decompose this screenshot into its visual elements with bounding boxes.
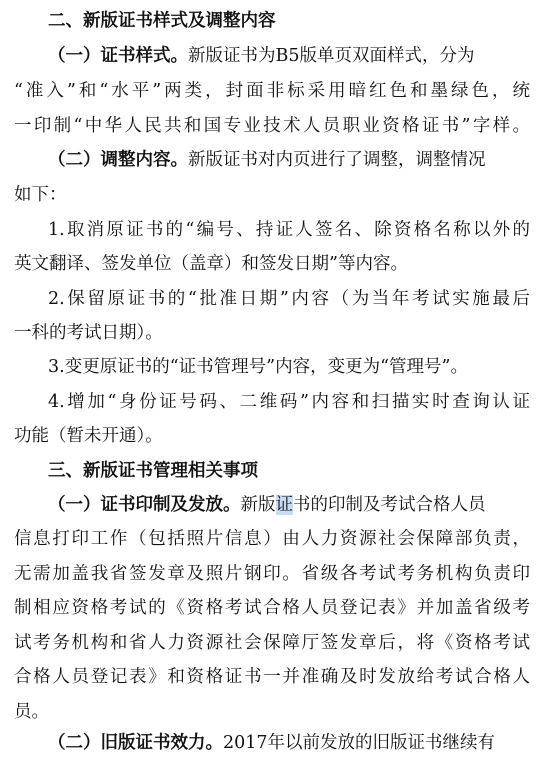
paragraph-line: 信息打印工作（包括照片信息）由人力资源社会保障部负责， <box>14 529 530 549</box>
subheading-adjust: （二）调整内容。 <box>48 150 188 170</box>
paragraph-line <box>48 728 530 758</box>
list-item-4: 4.增加“身份证号码、二维码”内容和扫描实时查询认证 <box>48 392 530 412</box>
paragraph-line: 如下： <box>14 185 67 205</box>
text-span: 新版证书为B5版单页双面样式，分为 <box>188 46 475 66</box>
paragraph-line: 一印制“中华人民共和国专业技术人员职业资格证书”字样。 <box>14 116 530 136</box>
text-span: 2017年以前发放的旧版证书继续有 <box>223 733 496 753</box>
list-item-1-cont: 英文翻译、签发单位（盖章）和签发日期”等内容。 <box>14 254 408 274</box>
selection-highlight[interactable]: 证 <box>275 495 293 515</box>
paragraph-line <box>48 145 530 175</box>
paragraph-line: 试考务机构和省人力资源社会保障厅签发章后，将《资格考试 <box>14 633 530 653</box>
section-heading-3: 三、新版证书管理相关事项 <box>48 461 258 481</box>
section-heading-2: 二、新版证书样式及调整内容 <box>48 11 276 31</box>
subheading-print: （一）证书印制及发放。 <box>48 495 241 515</box>
paragraph-line <box>48 490 530 520</box>
list-item-1: 1.取消原证书的“编号、持证人签名、除资格名称以外的 <box>48 220 530 240</box>
list-item-2: 2.保留原证书的“批准日期”内容（为当年考试实施最后 <box>48 289 530 309</box>
list-item-3: 3.变更原证书的“证书管理号”内容，变更为“管理号”。 <box>48 357 468 377</box>
subheading-validity: （二）旧版证书效力。 <box>48 733 223 753</box>
paragraph-line <box>48 41 530 71</box>
paragraph-line: 制相应资格考试的《资格考试合格人员登记表》并加盖省级考 <box>14 598 530 618</box>
list-item-4-cont: 功能（暂未开通）。 <box>14 426 163 446</box>
paragraph-line: 合格人员登记表》和资格证书一并准确及时发放给考试合格人 <box>14 667 530 687</box>
text-span: 书的印制及考试合格人员 <box>293 495 486 515</box>
subheading-style: （一）证书样式。 <box>48 46 188 66</box>
paragraph-line: 无需加盖我省签发章及照片钢印。省级各考试考务机构负责印 <box>14 564 530 584</box>
paragraph-line: 员。 <box>14 702 49 722</box>
paragraph-line: “准入”和“水平”两类，封面非标采用暗红色和墨绿色，统 <box>14 81 530 101</box>
text-span: 新版 <box>240 495 276 515</box>
list-item-2-cont: 一科的考试日期）。 <box>14 323 163 343</box>
text-span: 新版证书对内页进行了调整，调整情况 <box>188 150 486 170</box>
